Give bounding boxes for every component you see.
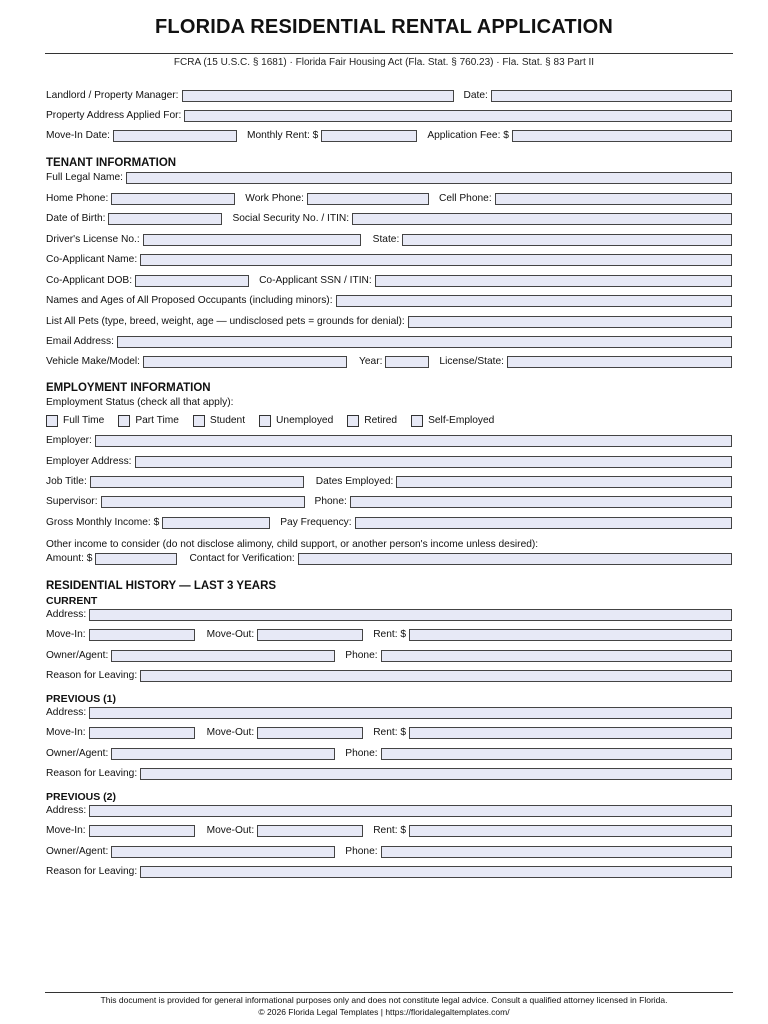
dates-employed-field[interactable] (396, 476, 732, 488)
monthly-rent-field[interactable] (321, 130, 417, 142)
employment-status-options (46, 413, 732, 428)
row-prev2-dates (46, 823, 732, 838)
history-previous-2-heading: PREVIOUS (2) (46, 791, 117, 803)
amount-label: Amount: $ (46, 553, 93, 564)
history-section-heading: RESIDENTIAL HISTORY — LAST 3 YEARS (46, 580, 277, 592)
row-prev1-owner (46, 746, 732, 761)
employment-status-label: Employment Status (check all that apply): (46, 397, 234, 408)
row-dob-ssn (46, 211, 732, 226)
full-name-label: Full Legal Name: (46, 172, 124, 183)
row-email (46, 334, 732, 349)
move-out-label: Move-Out: (206, 825, 255, 836)
phone-label: Phone: (345, 650, 378, 661)
row-occupants (46, 293, 732, 308)
move-in-label: Move-In: (46, 727, 86, 738)
dob-field[interactable] (108, 213, 222, 225)
current-move-in-field[interactable] (89, 629, 195, 641)
co-applicant-ssn-field[interactable] (375, 275, 732, 287)
landlord-label: Landlord / Property Manager: (46, 90, 179, 101)
checkbox[interactable] (411, 415, 423, 427)
row-vehicle (46, 354, 732, 369)
row-job-title (46, 474, 732, 489)
history-previous-1-heading: PREVIOUS (1) (46, 693, 117, 705)
owner-agent-label: Owner/Agent: (46, 748, 109, 759)
current-owner-field[interactable] (111, 650, 335, 662)
co-applicant-dob-field[interactable] (135, 275, 249, 287)
checkbox[interactable] (118, 415, 130, 427)
employer-phone-field[interactable] (350, 496, 732, 508)
employer-address-field[interactable] (135, 456, 733, 468)
move-in-date-label: Move-In Date: (46, 130, 110, 141)
move-in-label: Move-In: (46, 629, 86, 640)
work-phone-label: Work Phone: (245, 193, 304, 204)
row-co-applicant-name (46, 252, 732, 267)
address-label: Address: (46, 707, 87, 718)
prev1-move-out-field[interactable] (257, 727, 363, 739)
prev2-reason-field[interactable] (140, 866, 732, 878)
row-license (46, 232, 732, 247)
property-address-label: Property Address Applied For: (46, 110, 182, 121)
row-prev1-reason (46, 766, 732, 781)
co-applicant-dob-label: Co-Applicant DOB: (46, 275, 133, 286)
prev2-phone-field[interactable] (381, 846, 732, 858)
option-self-employed[interactable] (411, 415, 494, 427)
employer-label: Employer: (46, 435, 92, 446)
dob-label: Date of Birth: (46, 213, 106, 224)
occupants-field[interactable] (336, 295, 732, 307)
move-out-label: Move-Out: (206, 727, 255, 738)
employer-field[interactable] (95, 435, 732, 447)
contact-verification-label: Contact for Verification: (189, 553, 295, 564)
footer-disclaimer: This document is provided for general informational purposes only and does not constitute legal advice. Consult a qualified attorney licensed in Florida. (100, 995, 668, 1005)
option-retired[interactable] (347, 415, 397, 427)
prev1-owner-field[interactable] (111, 748, 335, 760)
gross-income-field[interactable] (162, 517, 270, 529)
pets-label: List All Pets (type, breed, weight, age — undisclosed pets = grounds for denial): (46, 316, 405, 327)
address-label: Address: (46, 609, 87, 620)
option-label: Unemployed (276, 415, 334, 426)
option-full-time[interactable] (46, 415, 104, 427)
option-label: Retired (364, 415, 398, 426)
row-move-in (46, 128, 732, 143)
current-reason-field[interactable] (140, 670, 732, 682)
cell-phone-field[interactable] (495, 193, 732, 205)
dates-employed-label: Dates Employed: (315, 476, 394, 487)
option-label: Full Time (63, 415, 105, 426)
date-field[interactable] (491, 90, 732, 102)
reason-label: Reason for Leaving: (46, 670, 138, 681)
job-title-field[interactable] (90, 476, 304, 488)
reason-label: Reason for Leaving: (46, 866, 138, 877)
prev1-rent-field[interactable] (409, 727, 732, 739)
row-employer (46, 433, 732, 448)
checkbox[interactable] (347, 415, 359, 427)
current-move-out-field[interactable] (257, 629, 363, 641)
rent-label: Rent: $ (373, 629, 407, 640)
row-prev2-address (46, 803, 732, 818)
move-out-label: Move-Out: (206, 629, 255, 640)
row-employer-address (46, 454, 732, 469)
year-field[interactable] (385, 356, 429, 368)
row-prev1-dates (46, 725, 732, 740)
application-fee-field[interactable] (512, 130, 732, 142)
monthly-rent-label: Monthly Rent: $ (246, 130, 319, 141)
pay-frequency-label: Pay Frequency: (280, 517, 352, 528)
co-applicant-ssn-label: Co-Applicant SSN / ITIN: (259, 275, 372, 286)
ssn-label: Social Security No. / ITIN: (232, 213, 350, 224)
row-property-address (46, 108, 732, 123)
form-title: FLORIDA RESIDENTIAL RENTAL APPLICATION (155, 16, 613, 38)
checkbox[interactable] (259, 415, 271, 427)
option-unemployed[interactable] (259, 415, 333, 427)
option-label: Self-Employed (428, 415, 495, 426)
email-field[interactable] (117, 336, 732, 348)
footer-copyright: © 2026 Florida Legal Templates | https://floridalegaltemplates.com/ (258, 1007, 510, 1017)
other-income-note: Other income to consider (do not disclose alimony, child support, or another person's income unless desired): (46, 539, 539, 550)
option-label: Student (209, 415, 246, 426)
state-label: State: (372, 234, 400, 245)
prev2-move-out-field[interactable] (257, 825, 363, 837)
vehicle-field[interactable] (143, 356, 347, 368)
work-phone-field[interactable] (307, 193, 429, 205)
contact-verification-field[interactable] (298, 553, 732, 565)
gross-income-label: Gross Monthly Income: $ (46, 517, 160, 528)
email-label: Email Address: (46, 336, 114, 347)
supervisor-label: Supervisor: (46, 496, 98, 507)
job-title-label: Job Title: (46, 476, 87, 487)
prev1-address-field[interactable] (89, 707, 732, 719)
pets-field[interactable] (408, 316, 732, 328)
full-name-field[interactable] (126, 172, 732, 184)
owner-agent-label: Owner/Agent: (46, 650, 109, 661)
license-state-label: License/State: (439, 356, 504, 367)
occupants-label: Names and Ages of All Proposed Occupants (including minors): (46, 295, 333, 306)
phone-label: Phone: (345, 846, 378, 857)
application-fee-label: Application Fee: $ (427, 130, 509, 141)
option-student[interactable] (193, 415, 245, 427)
prev1-move-in-field[interactable] (89, 727, 195, 739)
legal-citations: FCRA (15 U.S.C. § 1681) · Florida Fair Housing Act (Fla. Stat. § 760.23) · Fla. Stat. § 83 Part II (173, 57, 595, 68)
row-prev2-reason (46, 864, 732, 879)
rent-label: Rent: $ (373, 825, 407, 836)
license-field[interactable] (143, 234, 361, 246)
row-pets (46, 314, 732, 329)
license-label: Driver's License No.: (46, 234, 140, 245)
amount-field[interactable] (95, 553, 177, 565)
row-full-name (46, 170, 732, 185)
phone-label: Phone: (345, 748, 378, 759)
date-label: Date: (463, 90, 488, 101)
vehicle-label: Vehicle Make/Model: (46, 356, 140, 367)
row-supervisor (46, 494, 732, 509)
co-applicant-name-label: Co-Applicant Name: (46, 254, 138, 265)
row-current-dates (46, 627, 732, 642)
state-field[interactable] (402, 234, 732, 246)
reason-label: Reason for Leaving: (46, 768, 138, 779)
history-current-heading: CURRENT (46, 595, 98, 607)
license-state-field[interactable] (507, 356, 732, 368)
home-phone-field[interactable] (111, 193, 235, 205)
co-applicant-name-field[interactable] (140, 254, 732, 266)
address-label: Address: (46, 805, 87, 816)
footer-divider (45, 992, 733, 993)
current-rent-field[interactable] (409, 629, 732, 641)
row-co-applicant-dob (46, 273, 732, 288)
current-phone-field[interactable] (381, 650, 732, 662)
move-in-date-field[interactable] (113, 130, 237, 142)
prev1-phone-field[interactable] (381, 748, 732, 760)
row-current-address (46, 607, 732, 622)
home-phone-label: Home Phone: (46, 193, 109, 204)
current-address-field[interactable] (89, 609, 732, 621)
owner-agent-label: Owner/Agent: (46, 846, 109, 857)
employer-phone-label: Phone: (314, 496, 347, 507)
move-in-label: Move-In: (46, 825, 86, 836)
prev2-move-in-field[interactable] (89, 825, 195, 837)
title-divider (45, 53, 733, 54)
supervisor-field[interactable] (101, 496, 305, 508)
year-label: Year: (359, 356, 383, 367)
row-landlord (46, 88, 732, 103)
option-part-time[interactable] (118, 415, 179, 427)
rent-label: Rent: $ (373, 727, 407, 738)
row-phones (46, 191, 732, 206)
cell-phone-label: Cell Phone: (439, 193, 492, 204)
row-current-reason (46, 668, 732, 683)
prev1-reason-field[interactable] (140, 768, 732, 780)
prev2-owner-field[interactable] (111, 846, 335, 858)
checkbox[interactable] (193, 415, 205, 427)
row-income (46, 515, 732, 530)
row-current-owner (46, 648, 732, 663)
ssn-field[interactable] (352, 213, 732, 225)
pay-frequency-field[interactable] (355, 517, 732, 529)
prev2-address-field[interactable] (89, 805, 732, 817)
employment-section-heading: EMPLOYMENT INFORMATION (46, 382, 211, 394)
property-address-field[interactable] (184, 110, 732, 122)
employer-address-label: Employer Address: (46, 456, 132, 467)
option-label: Part Time (135, 415, 179, 426)
prev2-rent-field[interactable] (409, 825, 732, 837)
row-other-income (46, 551, 732, 566)
row-prev1-address (46, 705, 732, 720)
landlord-field[interactable] (182, 90, 454, 102)
tenant-section-heading: TENANT INFORMATION (46, 157, 177, 169)
row-prev2-owner (46, 844, 732, 859)
checkbox[interactable] (46, 415, 58, 427)
